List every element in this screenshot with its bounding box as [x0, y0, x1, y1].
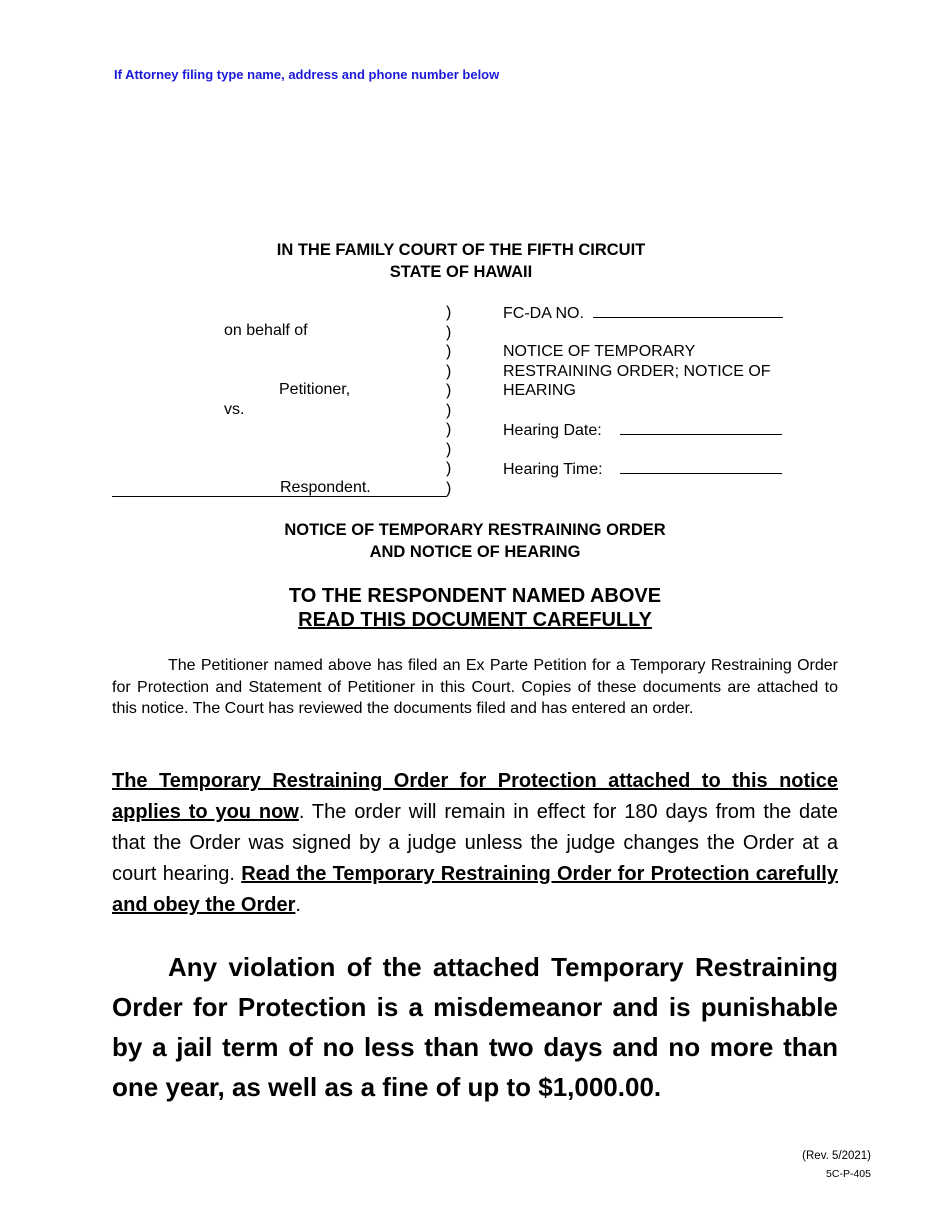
case-number-label: FC-DA NO.: [503, 305, 584, 322]
form-number: 5C-P-405: [826, 1168, 871, 1180]
court-state: STATE OF HAWAII: [389, 263, 533, 281]
court-name: IN THE FAMILY COURT OF THE FIFTH CIRCUIT: [276, 241, 646, 259]
order-effect-paragraph: The Temporary Restraining Order for Protection attached to this notice applies to you now. The order will remain in effect for 180 days from the date that the Order was signed by a judge unless the judge changes the Order at a court hearing. Read the Temporary Restraining Order for Protection carefully and obey the Order.: [112, 770, 838, 916]
hearing-date-blank: [620, 420, 782, 435]
document-title: NOTICE OF TEMPORARY RESTRAINING ORDER; NOTICE OF HEARING: [503, 343, 771, 399]
notice-title-line1: NOTICE OF TEMPORARY RESTRAINING ORDER: [284, 521, 666, 539]
hearing-time-label: Hearing Time:: [503, 461, 603, 478]
on-behalf-of-label: on behalf of: [224, 322, 308, 339]
case-number-field: [503, 303, 783, 324]
petition-filed-paragraph: The Petitioner named above has filed an Ex Parte Petition for a Temporary Restraining Order for Protection and Statement of Petitioner in this Court. Copies of these documents are attached to this notice. The Court has reviewed the documents filed and has entered an order.: [112, 657, 838, 717]
warning-subheading: READ THIS DOCUMENT CAREFULLY: [298, 609, 652, 631]
notice-title-line2: AND NOTICE OF HEARING: [369, 543, 581, 561]
hearing-date-label: Hearing Date:: [503, 422, 602, 439]
petitioner-label: Petitioner,: [279, 381, 351, 398]
warning-heading: TO THE RESPONDENT NAMED ABOVE: [288, 585, 662, 607]
respondent-label: Respondent.: [280, 479, 371, 496]
hearing-time-field: [503, 459, 782, 480]
caption-parentheses: ) ) ) ) ) ) ) ) ) ): [446, 304, 452, 497]
hearing-time-blank: [620, 459, 782, 474]
revision-date: (Rev. 5/2021): [802, 1150, 871, 1162]
attorney-note: If Attorney filing type name, address and phone number below: [114, 67, 500, 82]
hearing-date-field: [503, 420, 782, 441]
violation-warning-paragraph: Any violation of the attached Temporary Restraining Order for Protection is a misdemeanor and is punishable by a jail term of no less than two days and no more than one year, as well as a fine of up to $1,000.00.: [112, 952, 838, 1102]
case-number-blank: [593, 303, 783, 318]
vs-label: vs.: [224, 401, 245, 418]
